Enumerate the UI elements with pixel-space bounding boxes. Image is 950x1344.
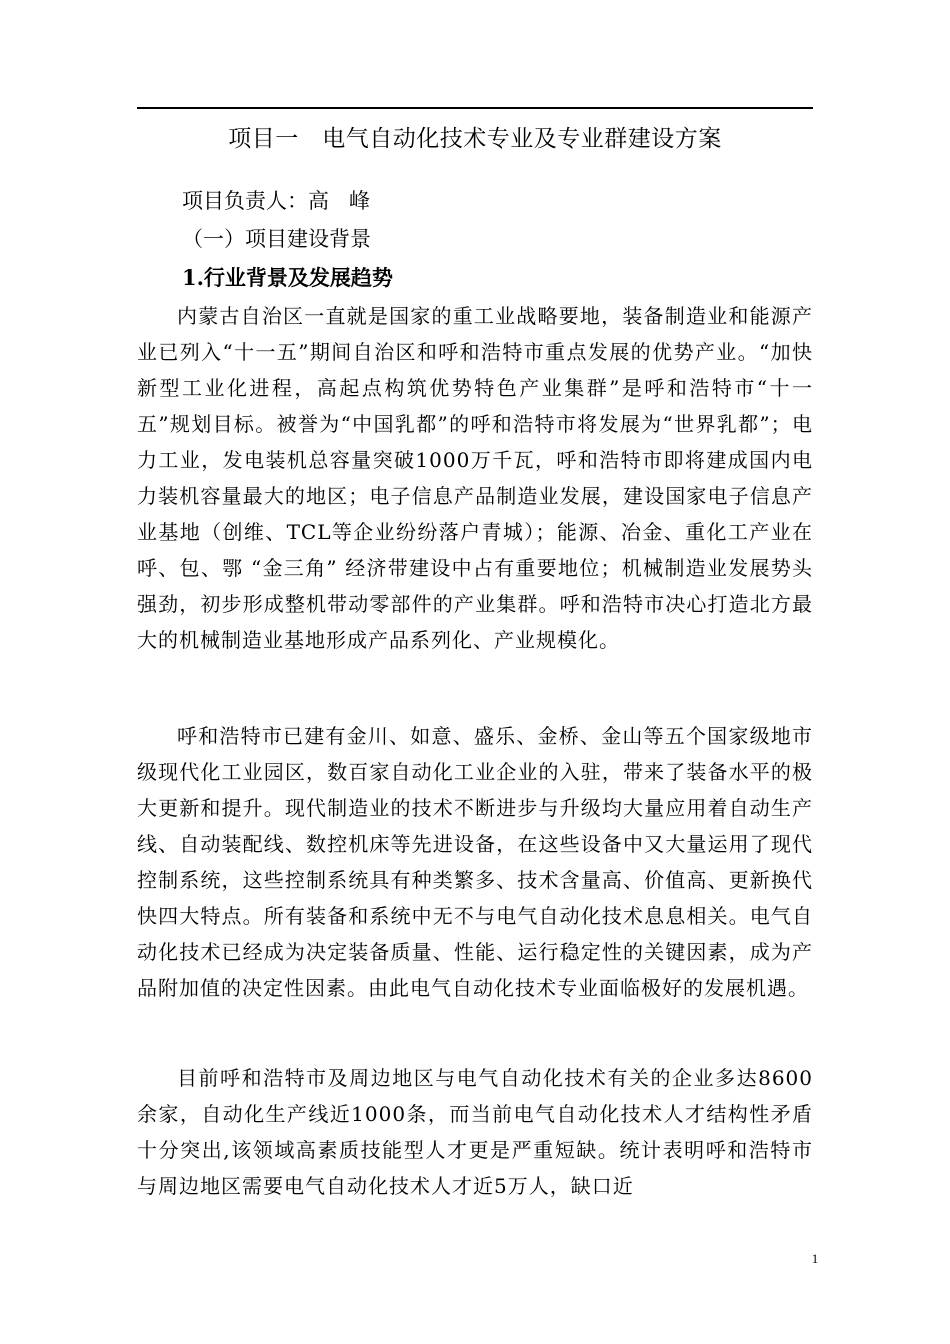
- page-number: 1: [811, 1251, 819, 1266]
- body-paragraph-3: 目前呼和浩特市及周边地区与电气自动化技术有关的企业多达8600余家，自动化生产线近1000条，而当前电气自动化技术人才结构性矛盾十分突出,该领域高素质技能型人才更是严重短缺。统计表明呼和浩特市与周边地区需要电气自动化技术人才近5万人，缺口近: [137, 1066, 813, 1198]
- body-paragraph-2: 呼和浩特市已建有金川、如意、盛乐、金桥、金山等五个国家级地市级现代化工业园区，数百家自动化工业企业的入驻，带来了装备水平的极大更新和提升。现代制造业的技术不断进步与升级均大量应用着自动生产线、自动装配线、数控机床等先进设备，在这些设备中又大量运用了现代控制系统，这些控制系统具有种类繁多、技术含量高、价值高、更新换代快四大特点。所有装备和系统中无不与电气自动化技术息息相关。电气自动化技术已经成为决定装备质量、性能、运行稳定性的关键因素，成为产品附加值的决定性因素。由此电气自动化技术专业面临极好的发展机遇。: [137, 724, 813, 1000]
- document-title: 项目一 电气自动化技术专业及专业群建设方案: [228, 126, 722, 152]
- subsection-heading: 1.行业背景及发展趋势: [182, 265, 393, 290]
- body-paragraph-1: 内蒙古自治区一直就是国家的重工业战略要地，装备制造业和能源产业已列入“十一五”期间自治区和呼和浩特市重点发展的优势产业。“加快新型工业化进程，高起点构筑优势特色产业集群”是呼和浩特市“十一五”规划目标。被誉为“中国乳都”的呼和浩特市将发展为“世界乳都”；电力工业，发电装机总容量突破1000万千瓦，呼和浩特市即将建成国内电力装机容量最大的地区；电子信息产品制造业发展，建设国家电子信息产业基地（创维、TCL等企业纷纷落户青城）；能源、冶金、重化工产业在呼、包、鄂 “金三角” 经济带建设中占有重要地位；机械制造业发展势头强劲，初步形成整机带动零部件的产业集群。呼和浩特市决心打造北方最大的机械制造业基地形成产品系列化、产业规模化。: [137, 304, 813, 652]
- project-responsible: 项目负责人：高 峰: [182, 189, 371, 213]
- section-heading: （一）项目建设背景: [182, 227, 371, 251]
- header-rule: [137, 107, 813, 109]
